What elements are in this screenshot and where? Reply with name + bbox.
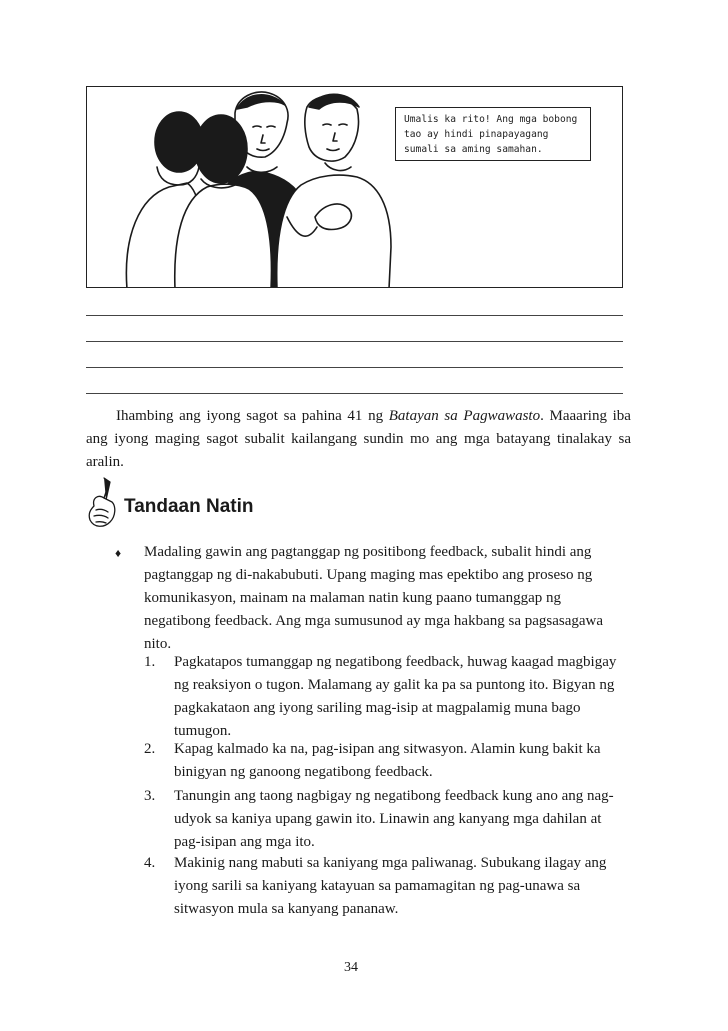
step-text: Tanungin ang taong nagbigay ng negatibong feedback kung ano ang nag-udyok sa kaniya upang gawin ito. Linawin ang kanyang mga dahilan at pag-isipan ang mga ito. [174, 788, 614, 850]
step-text: Makinig nang mabuti sa kaniyang mga paliwanag. Subukang ilagay ang iyong sarili sa kaniyang katayuan sa pamamagitan ng pag-unawa sa sitwasyon mula sa kanyang pananaw. [174, 855, 607, 917]
instruction-paragraph [86, 405, 631, 474]
answer-line-3[interactable] [86, 367, 623, 368]
answer-line-4[interactable] [86, 393, 623, 394]
bullet-paragraph: Madaling gawin ang pagtanggap ng positibong feedback, subalit hindi ang pagtanggap ng di-nakabubuti. Upang maging mas epektibo ang proseso ng komunikasyon, mainam na malaman natin kung paano tumanggap ng negatibong feedback. Ang mga sumusunod ay mga hakbang sa pagsasagawa nito. [144, 544, 604, 652]
speech-bubble: Umalis ka rito! Ang mga bobong tao ay hindi pinapayagang sumali sa aming samahan. [395, 107, 591, 161]
step-text: Pagkatapos tumanggap ng negatibong feedback, huwag kaagad magbigay ng reaksiyon o tugon. Malamang ay galit ka pa sa puntong ito. Bigyan ng pagkakataon ang iyong sariling mag-isip at magpalamig muna bago tumugon. [174, 654, 617, 739]
diamond-bullet-icon: ♦ [115, 546, 122, 560]
step-text: Kapag kalmado ka na, pag-isipan ang sitwasyon. Alamin kung bakit ka binigyan ng ganoong negatibong feedback. [174, 741, 601, 780]
page-number: 34 [344, 960, 358, 975]
step-number: 2. [144, 741, 156, 757]
answer-line-2[interactable] [86, 341, 623, 342]
instruction-text-end: . Maaaring iba ang iyong maging sagot subalit kailangang sundin mo ang mga batayang tinalakay sa aralin. [86, 408, 631, 470]
answer-key-reference: Batayan sa Pagwawasto [388, 408, 541, 424]
step-number: 3. [144, 788, 156, 804]
step-number: 1. [144, 654, 156, 670]
pointing-hand-icon [86, 476, 120, 530]
step-number: 4. [144, 855, 156, 871]
instruction-text-start: Ihambing ang iyong sagot sa pahina 41 ng [116, 408, 389, 424]
answer-line-1[interactable] [86, 315, 623, 316]
section-title: Tandaan Natin [124, 496, 254, 517]
